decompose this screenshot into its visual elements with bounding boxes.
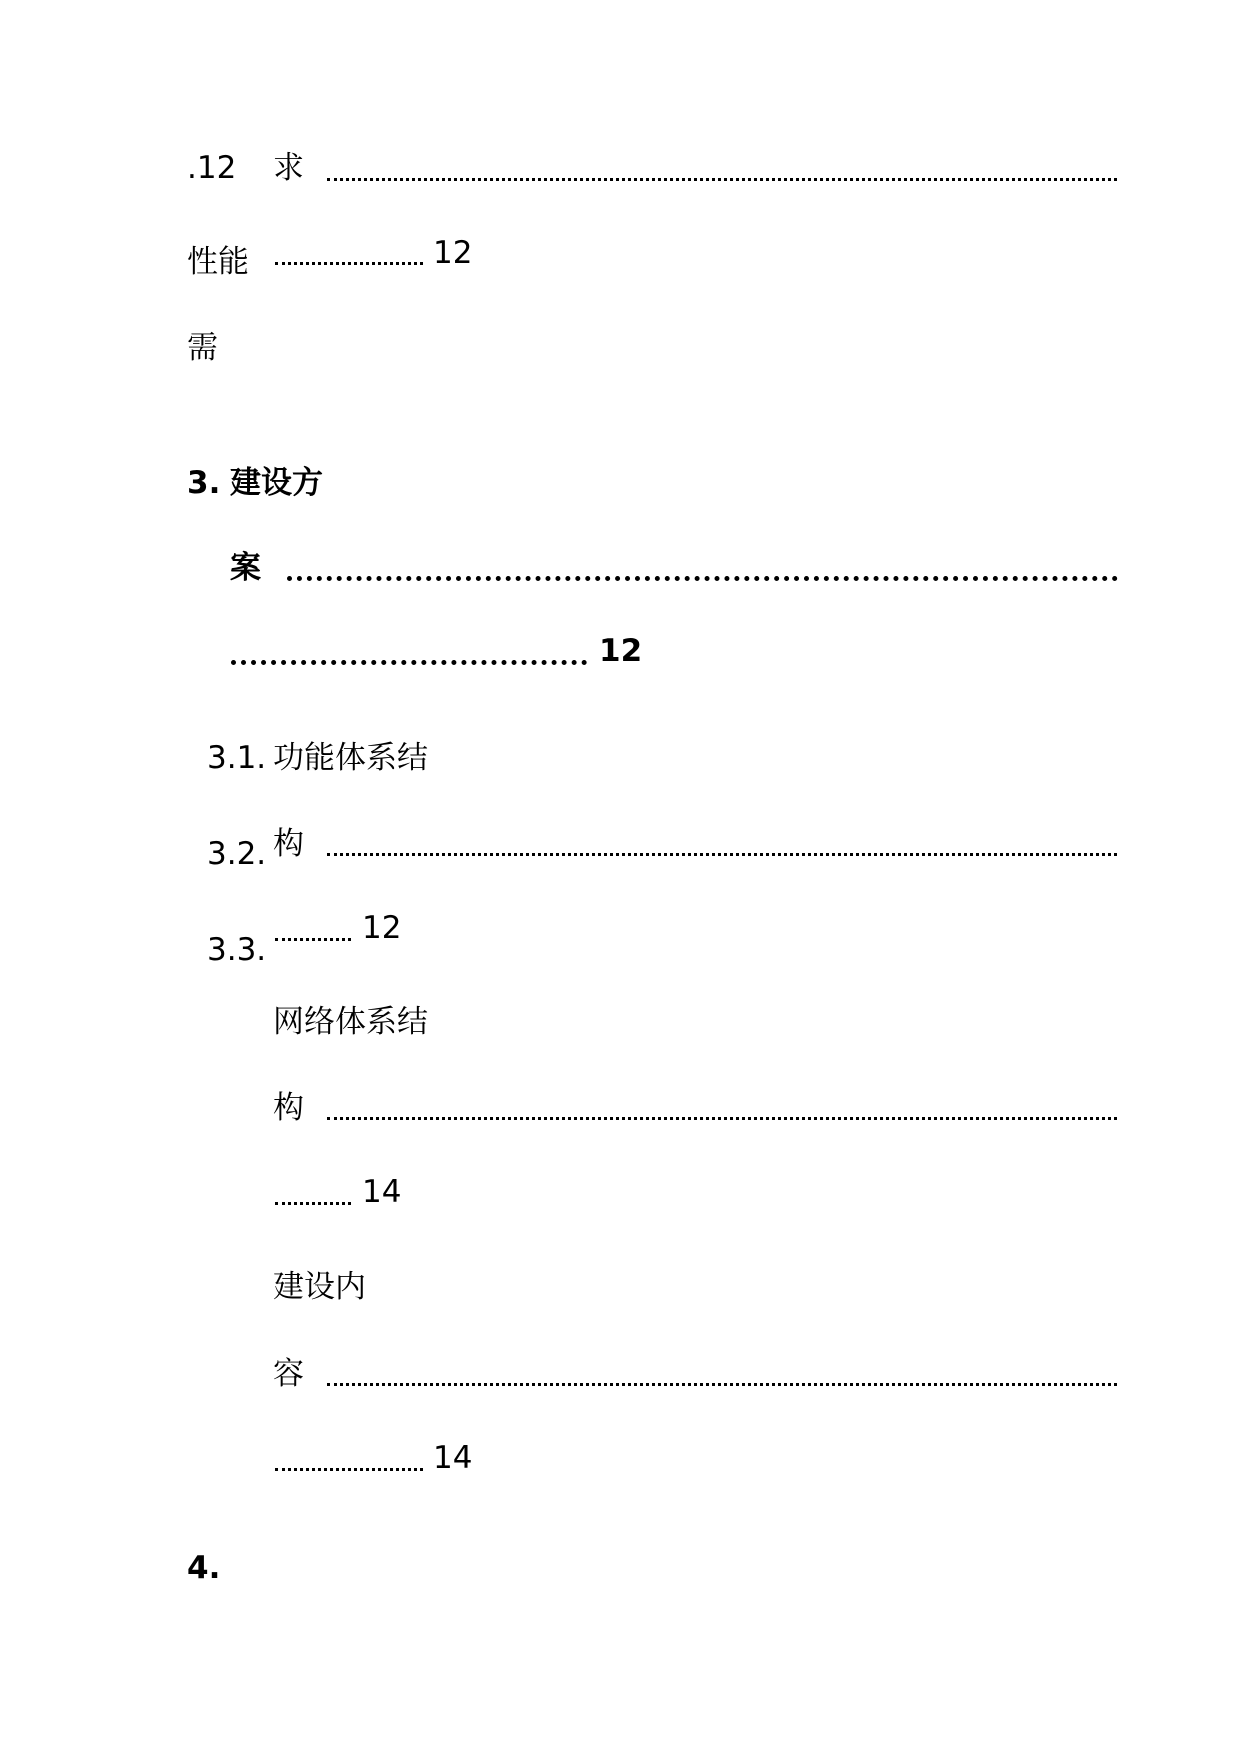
toc-leader-dots <box>327 178 1117 181</box>
toc-subsection-title: 建设内 <box>273 1269 366 1305</box>
toc-entry-number: .12 <box>187 150 237 186</box>
toc-section-page: 12 <box>599 633 643 669</box>
toc-leader-dots <box>275 1468 423 1471</box>
toc-subsection-number: 3.2. <box>207 836 267 872</box>
toc-entry-title: 需 <box>187 330 218 366</box>
toc-subsection-title: 构 <box>273 826 304 862</box>
toc-subsection-title: 容 <box>273 1356 304 1392</box>
toc-section-title: 案 <box>230 550 261 586</box>
toc-subsection-number: 3.3. <box>207 932 267 968</box>
toc-subsection-title: 构 <box>273 1090 304 1126</box>
toc-section-number: 3. <box>187 465 221 501</box>
toc-subsection-number: 3.1. <box>207 740 267 776</box>
toc-subsection-title: 功能体系结 <box>273 740 428 776</box>
toc-leader-dots <box>287 576 1118 581</box>
toc-entry-title: 性能 <box>187 244 249 280</box>
toc-subsection-page: 12 <box>362 910 402 946</box>
toc-leader-dots <box>231 660 587 665</box>
toc-leader-dots <box>327 1117 1117 1120</box>
toc-subsection-title: 网络体系结 <box>273 1004 428 1040</box>
toc-leader-dots <box>275 1202 351 1205</box>
toc-entry-title: 求 <box>273 150 304 186</box>
toc-subsection-page: 14 <box>362 1174 402 1210</box>
toc-leader-dots <box>327 853 1117 856</box>
toc-leader-dots <box>275 938 351 941</box>
toc-entry-page: 12 <box>433 235 473 271</box>
toc-subsection-page: 14 <box>433 1440 473 1476</box>
toc-section-title: 建设方 <box>230 465 323 501</box>
toc-leader-dots <box>327 1383 1117 1386</box>
toc-leader-dots <box>275 262 423 265</box>
toc-section-number: 4. <box>187 1550 221 1586</box>
